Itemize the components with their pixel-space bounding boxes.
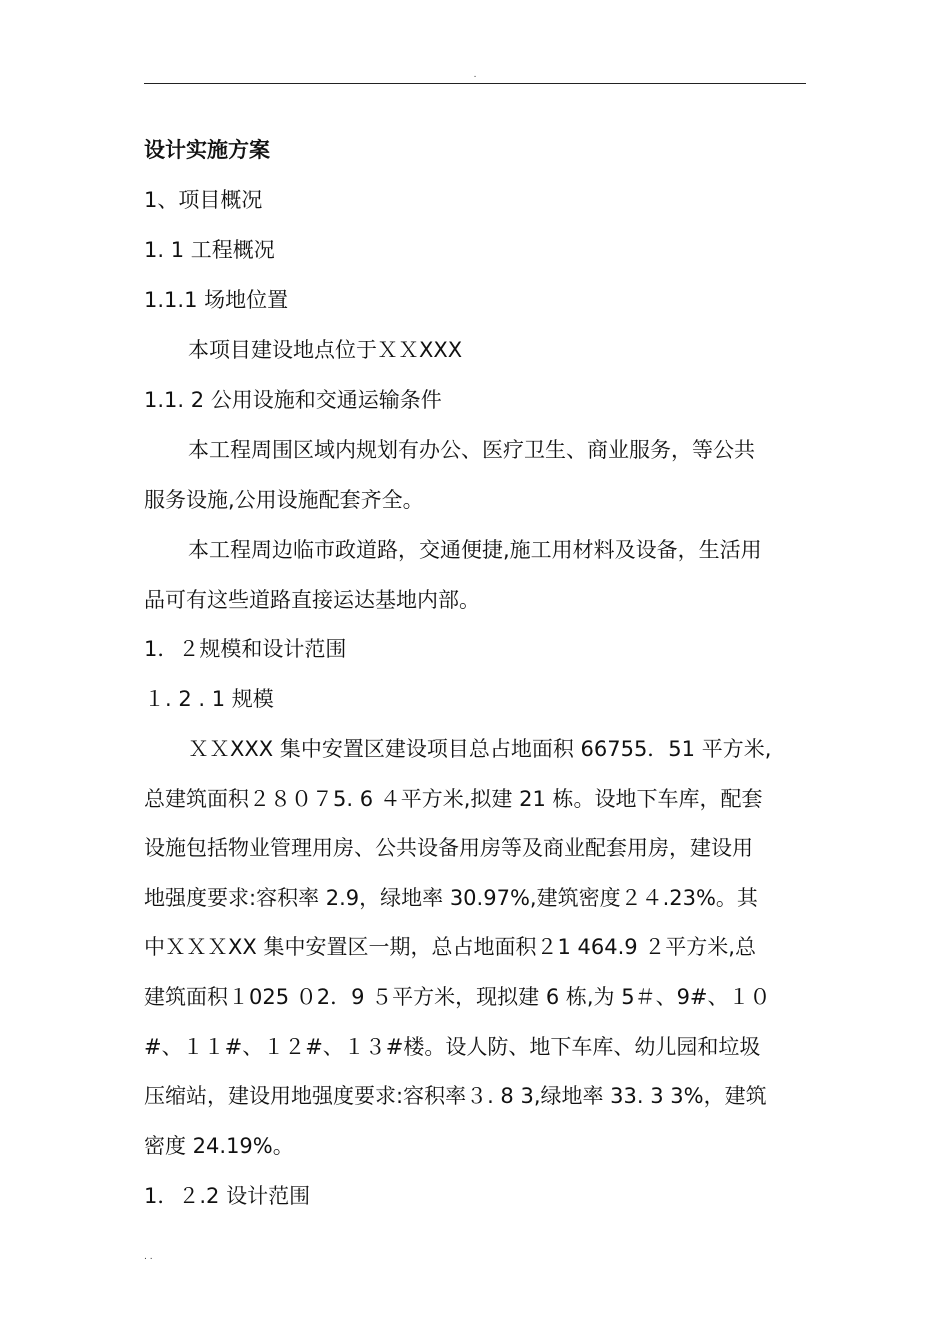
section-1-1-2-heading: 1.1. 2 公用设施和交通运输条件 [144,388,442,412]
paragraph-scale-line-9: 密度 24.19%。 [144,1134,294,1158]
paragraph-transport-line-1: 本工程周边临市政道路，交通便捷,施工用材料及设备，生活用 [188,538,762,562]
paragraph-site-location: 本项目建设地点位于ＸＸXXX [188,338,463,362]
paragraph-scale-line-4: 地强度要求:容积率 2.9，绿地率 30.97%,建筑密度２４.23%。其 [144,886,758,910]
paragraph-scale-line-2: 总建筑面积２８０７5. 6 ４平方米,拟建 21 栋。设地下车库，配套 [144,787,763,811]
section-1-1-heading: 1. 1 工程概况 [144,238,275,262]
paragraph-scale-line-3: 设施包括物业管理用房、公共设备用房等及商业配套用房，建设用 [144,836,753,860]
paragraph-transport-line-2: 品可有这些道路直接运达基地内部。 [144,588,480,612]
section-1-heading: 1、项目概况 [144,188,263,212]
section-1-2-1-heading: １. 2 . 1 规模 [144,687,274,711]
doc-title: 设计实施方案 [144,138,270,162]
paragraph-scale-line-8: 压缩站，建设用地强度要求:容积率３. 8 3,绿地率 33. 3 3%，建筑 [144,1084,767,1108]
paragraph-scale-line-5: 中ＸＸＸXX 集中安置区一期，总占地面积２1 464.9 ２平方米,总 [144,935,756,959]
section-1-2-2-heading: 1．２.2 设计范围 [144,1184,311,1208]
paragraph-scale-line-7: #、１１#、１２#、１３#楼。设人防、地下车库、幼儿园和垃圾 [144,1035,761,1059]
header-mark: . [473,70,477,80]
paragraph-facilities-line-1: 本工程周围区域内规划有办公、医疗卫生、商业服务，等公共 [188,438,755,462]
section-1-2-heading: 1．２规模和设计范围 [144,637,347,661]
paragraph-facilities-line-2: 服务设施,公用设施配套齐全。 [144,488,424,512]
paragraph-scale-line-6: 建筑面积１025 ０2．9 ５平方米，现拟建 6 栋,为 5＃、9#、１０ [144,985,771,1009]
paragraph-scale-line-1: ＸＸXXX 集中安置区建设项目总占地面积 66755．51 平方米, [188,737,772,761]
footer-mark: . . [144,1252,153,1262]
header-rule [144,83,806,84]
section-1-1-1-heading: 1.1.1 场地位置 [144,288,289,312]
